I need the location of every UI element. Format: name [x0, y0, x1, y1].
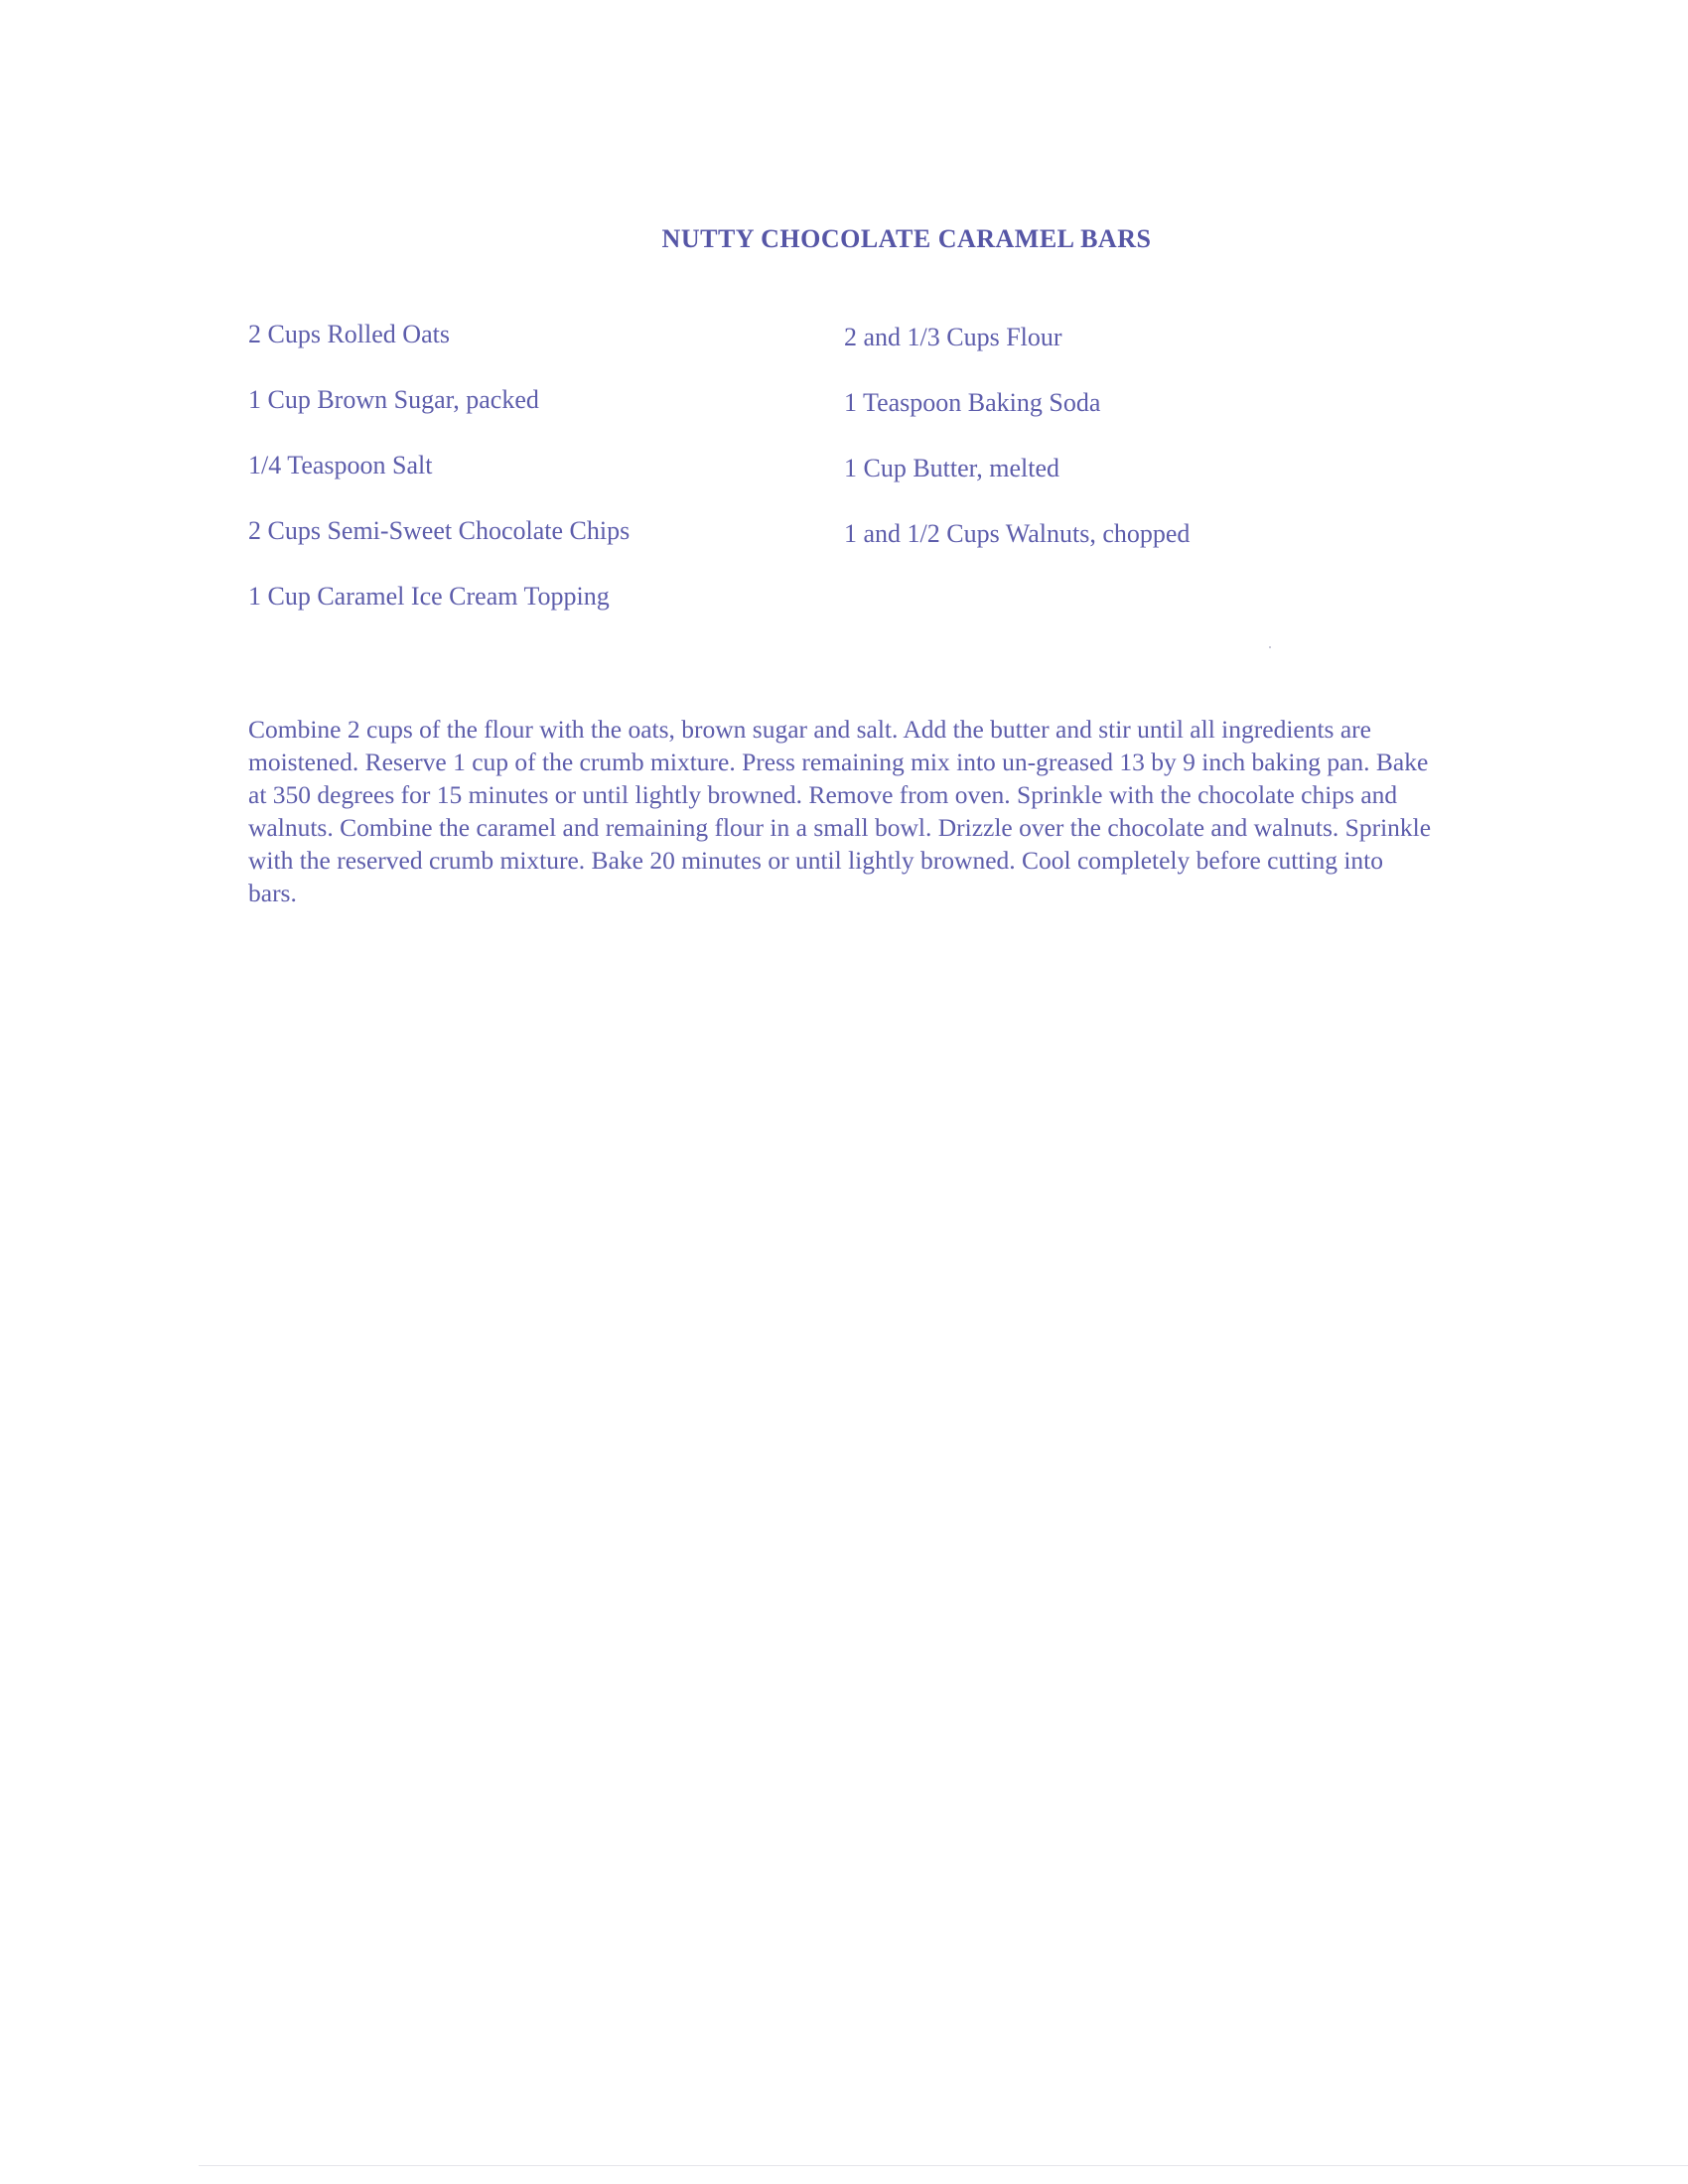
- ingredient-item: 1/4 Teaspoon Salt: [248, 451, 433, 479]
- ingredient-item: 1 Cup Brown Sugar, packed: [248, 385, 539, 414]
- ingredient-item: 1 Cup Caramel Ice Cream Topping: [248, 582, 610, 611]
- scan-speck: [1269, 646, 1271, 648]
- recipe-instructions: Combine 2 cups of the flour with the oats, brown sugar and salt. Add the butter and stir until all ingredients are moistened. Reserve 1 cup of the crumb mixture. Press remaining mix into un-greased 13 by 9 inch baking pan. Bake at 350 degrees for 15 minutes or until lightly browned. Remove from oven. Sprinkle with the chocolate chips and walnuts. Combine the caramel and remaining flour in a small bowl. Drizzle over the chocolate and walnuts. Sprinkle with the reserved crumb mixture. Bake 20 minutes or until lightly browned. Cool completely before cutting into bars.: [248, 715, 1432, 907]
- ingredient-item: 1 and 1/2 Cups Walnuts, chopped: [844, 519, 1191, 548]
- ingredient-item: 1 Cup Butter, melted: [844, 454, 1060, 482]
- scan-edge-line: [199, 2165, 1688, 2166]
- ingredient-item: 2 and 1/3 Cups Flour: [844, 323, 1062, 351]
- recipe-title: NUTTY CHOCOLATE CARAMEL BARS: [661, 224, 1152, 253]
- ingredients-list: [248, 320, 1440, 637]
- ingredient-item: 2 Cups Rolled Oats: [248, 320, 450, 348]
- ingredient-item: 1 Teaspoon Baking Soda: [844, 388, 1101, 417]
- ingredient-item: 2 Cups Semi-Sweet Chocolate Chips: [248, 516, 631, 545]
